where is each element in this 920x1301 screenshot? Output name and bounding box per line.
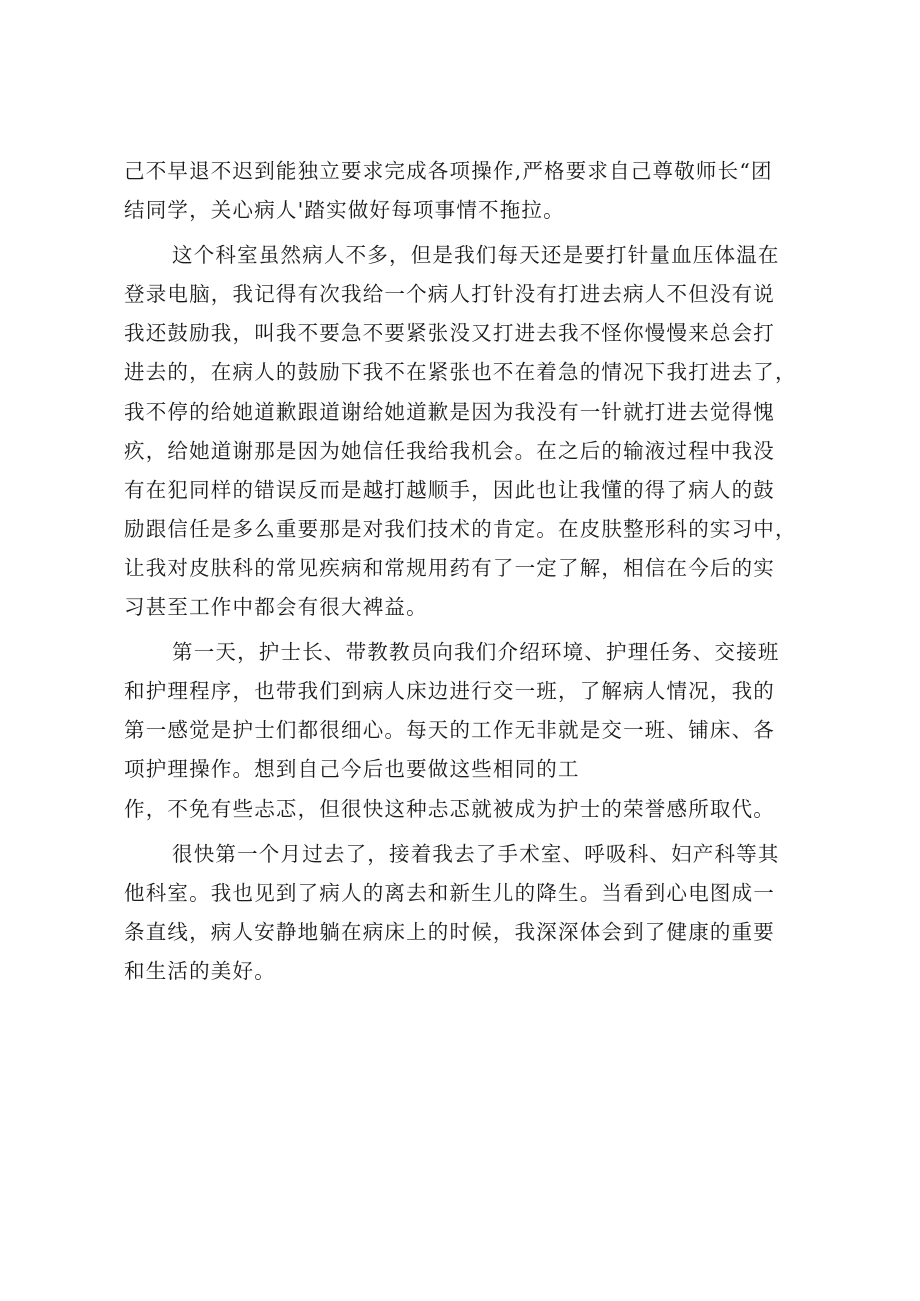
text-line: 让我对皮肤科的常见疾病和常规用药有了一定了解，相信在今后的实 [124, 555, 775, 580]
text-line: 进去的，在病人的鼓励下我不在紧张也不在着急的情况下我打进去了， [124, 360, 797, 385]
text-line: 有在犯同样的错误反而是越打越顺手，因此也让我懂的得了病人的鼓 [124, 477, 775, 502]
text-line: 条直线，病人安静地躺在病床上的时候，我深深体会到了健康的重要 [124, 919, 775, 944]
text-line: 疚，给她道谢那是因为她信任我给我机会。在之后的输液过程中我没 [124, 438, 775, 463]
text-line: 习甚至工作中都会有很大裨益。 [124, 595, 428, 620]
text-line: 己不早退不迟到能独立要求完成各项操作,严格要求自己尊敬师长“团 [124, 159, 773, 183]
text-line: 项护理操作。想到自己今后也要做这些相同的工 [124, 757, 580, 782]
text-line: 第一感觉是护士们都很细心。每天的工作无非就是交一班、铺床、各 [124, 718, 775, 743]
text-line: 很快第一个月过去了，接着我去了手术室、呼吸科、妇产科等其 [172, 841, 780, 866]
text-line: 和生活的美好。 [124, 958, 276, 983]
text-line: 结同学，关心病人'踏实做好每项事情不拖拉。 [124, 198, 565, 223]
text-line: 他科室。我也见到了病人的离去和新生儿的降生。当看到心电图成一 [124, 880, 775, 905]
text-line: 这个科室虽然病人不多，但是我们每天还是要打针量血压体温在 [172, 243, 780, 268]
text-line: 登录电脑，我记得有次我给一个病人打针没有打进去病人不但没有说 [124, 282, 775, 307]
text-line: 励跟信任是多么重要那是对我们技术的肯定。在皮肤整形科的实习中， [124, 516, 797, 541]
text-line: 我不停的给她道歉跟道谢给她道歉是因为我没有一针就打进去觉得愧 [124, 399, 775, 424]
text-line: 和护理程序，也带我们到病人床边进行交一班，了解病人情况，我的 [124, 679, 775, 704]
document-body [124, 152, 824, 991]
text-line: 第一天，护士长、带教教员向我们介绍环境、护理任务、交接班 [172, 640, 780, 665]
text-line: 我还鼓励我，叫我不要急不要紧张没又打进去我不怪你慢慢来总会打 [124, 321, 775, 346]
text-line: 作，不免有些忐忑，但很快这种忐忑就被成为护士的荣誉感所取代。 [124, 796, 775, 821]
